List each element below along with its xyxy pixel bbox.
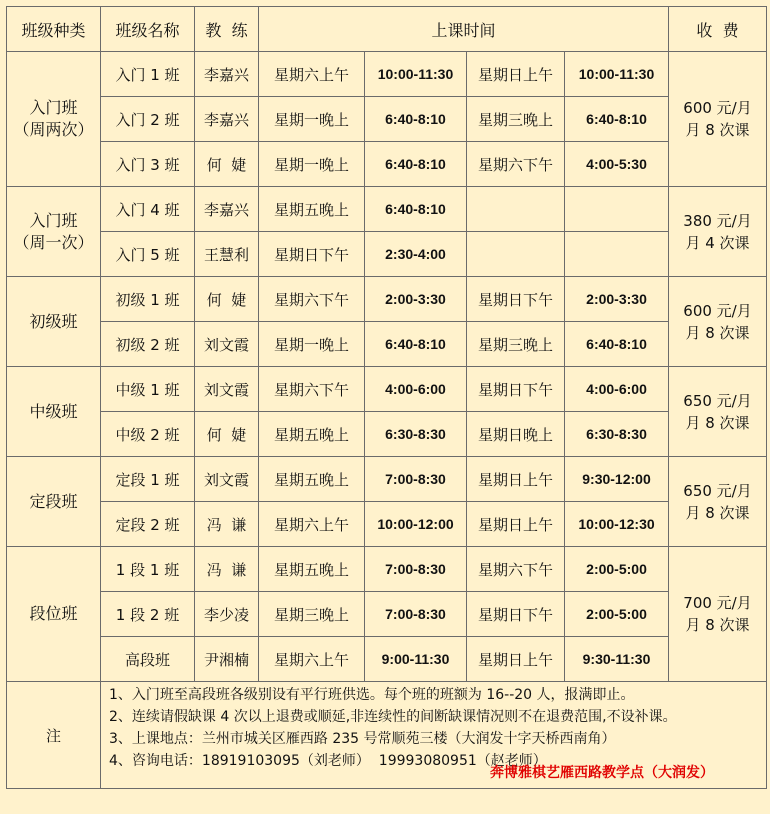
day-cell: 星期一晚上: [259, 322, 365, 367]
time-cell: 10:00-11:30: [365, 52, 467, 97]
fee-line: 月 8 次课: [685, 323, 750, 342]
day-cell: 星期六上午: [259, 52, 365, 97]
table-row: [7, 232, 767, 277]
fee-line: 月 8 次课: [685, 503, 750, 522]
table-row: [7, 142, 767, 187]
class-name-cell: 高段班: [101, 637, 195, 682]
coach-cell: 李嘉兴: [195, 97, 259, 142]
day-cell: 星期日下午: [467, 592, 565, 637]
schedule-table: [6, 6, 767, 789]
day-cell: 星期五晚上: [259, 412, 365, 457]
class-name-cell: 1 段 2 班: [101, 592, 195, 637]
fee-line: 月 4 次课: [685, 233, 750, 252]
class-name-cell: 入门 2 班: [101, 97, 195, 142]
day-cell: 星期三晚上: [467, 322, 565, 367]
time-cell: 2:30-4:00: [365, 232, 467, 277]
time-cell: 6:30-8:30: [565, 412, 669, 457]
time-cell: 6:40-8:10: [365, 322, 467, 367]
table-row: [7, 97, 767, 142]
table-row: [7, 637, 767, 682]
day-cell: 星期日下午: [259, 232, 365, 277]
note-line: 3、上课地点：兰州市城关区雁西路 235 号常顺苑三楼（大润发十字天桥西南角）: [109, 731, 616, 747]
table-row: [7, 367, 767, 412]
class-name-cell: 入门 1 班: [101, 52, 195, 97]
class-name-cell: 定段 1 班: [101, 457, 195, 502]
day-cell: 星期日上午: [467, 457, 565, 502]
fee-line: 600 元/月: [683, 99, 752, 117]
day-cell: 星期六下午: [467, 547, 565, 592]
time-cell: 6:40-8:10: [365, 97, 467, 142]
day-cell: 星期一晚上: [259, 142, 365, 187]
table-row: [7, 322, 767, 367]
coach-cell: 李嘉兴: [195, 52, 259, 97]
header-time: 上课时间: [259, 7, 669, 52]
time-cell: 6:40-8:10: [365, 142, 467, 187]
time-cell: 6:30-8:30: [365, 412, 467, 457]
note-line: 2、连续请假缺课 4 次以上退费或顺延,非连续性的间断缺课情况则不在退费范围,不设补课。: [109, 709, 677, 725]
class-name-cell: 中级 1 班: [101, 367, 195, 412]
coach-cell: 何 婕: [195, 277, 259, 322]
time-cell: 2:00-5:00: [565, 547, 669, 592]
time-cell: 7:00-8:30: [365, 592, 467, 637]
time-cell: 9:30-12:00: [565, 457, 669, 502]
time-cell: 4:00-6:00: [365, 367, 467, 412]
note-line: 4、咨询电话：18919103095（刘老师） 19993080951（赵老师）: [109, 753, 547, 769]
day-cell: 星期一晚上: [259, 97, 365, 142]
signature-text: 奔博雅棋艺雁西路教学点（大润发）: [490, 765, 715, 781]
fee-cell: [669, 277, 767, 367]
fee-line: 600 元/月: [683, 301, 752, 320]
fee-line: 650 元/月: [683, 391, 752, 410]
fee-line: 700 元/月: [683, 594, 752, 612]
time-cell: 4:00-5:30: [565, 142, 669, 187]
category-line: 段位班: [29, 604, 78, 623]
time-cell: 7:00-8:30: [365, 547, 467, 592]
table-row: [7, 547, 767, 592]
time-cell: 4:00-6:00: [565, 367, 669, 412]
day-cell: 星期日晚上: [467, 412, 565, 457]
fee-line: 650 元/月: [683, 481, 752, 500]
category-line: 入门班: [29, 98, 78, 117]
time-cell: 6:40-8:10: [565, 97, 669, 142]
coach-cell: 何 婕: [195, 412, 259, 457]
fee-cell: [669, 547, 767, 682]
class-name-cell: 中级 2 班: [101, 412, 195, 457]
fee-line: 月 8 次课: [685, 413, 750, 432]
header-class-name: 班级名称: [101, 7, 195, 52]
fee-cell: [669, 457, 767, 547]
day-cell: 星期六下午: [259, 367, 365, 412]
header-category: 班级种类: [7, 7, 101, 52]
table-row: [7, 592, 767, 637]
fee-line: 月 8 次课: [685, 121, 750, 139]
category-line: 中级班: [29, 401, 78, 421]
fee-cell: [669, 367, 767, 457]
day-cell: 星期日下午: [467, 277, 565, 322]
header-row: [7, 7, 767, 52]
day-cell: 星期日上午: [467, 637, 565, 682]
category-line: （周两次）: [13, 120, 94, 139]
time-cell: 6:40-8:10: [565, 322, 669, 367]
category-line: 入门班: [29, 210, 78, 230]
day-cell: [467, 232, 565, 277]
fee-cell: [669, 52, 767, 187]
class-name-cell: 1 段 1 班: [101, 547, 195, 592]
table-row: [7, 52, 767, 97]
header-fee: 收 费: [669, 7, 767, 52]
class-name-cell: 定段 2 班: [101, 502, 195, 547]
fee-line: 月 8 次课: [685, 616, 750, 634]
day-cell: 星期三晚上: [467, 97, 565, 142]
table-row: [7, 502, 767, 547]
class-name-cell: 入门 4 班: [101, 187, 195, 232]
time-cell: [565, 232, 669, 277]
notes-row: [7, 682, 767, 789]
day-cell: 星期六上午: [259, 637, 365, 682]
time-cell: 2:00-3:30: [365, 277, 467, 322]
coach-cell: 尹湘楠: [195, 637, 259, 682]
class-category: [7, 52, 101, 187]
day-cell: 星期日下午: [467, 367, 565, 412]
note-line: 1、入门班至高段班各级别设有平行班供选。每个班的班额为 16--20 人，报满即止。: [109, 687, 635, 703]
time-cell: 7:00-8:30: [365, 457, 467, 502]
time-cell: 9:00-11:30: [365, 637, 467, 682]
day-cell: 星期三晚上: [259, 592, 365, 637]
class-name-cell: 入门 3 班: [101, 142, 195, 187]
notes-content: [101, 682, 767, 789]
time-cell: 10:00-12:00: [365, 502, 467, 547]
notes-label: 注: [7, 682, 101, 789]
class-category: [7, 547, 101, 682]
day-cell: 星期五晚上: [259, 457, 365, 502]
class-name-cell: 初级 2 班: [101, 322, 195, 367]
coach-cell: 刘文霞: [195, 457, 259, 502]
day-cell: 星期六上午: [259, 502, 365, 547]
day-cell: 星期五晚上: [259, 547, 365, 592]
day-cell: [467, 187, 565, 232]
coach-cell: 何 婕: [195, 142, 259, 187]
class-category: [7, 457, 101, 547]
time-cell: 9:30-11:30: [565, 637, 669, 682]
coach-cell: 冯 谦: [195, 502, 259, 547]
time-cell: 2:00-3:30: [565, 277, 669, 322]
table-row: [7, 277, 767, 322]
coach-cell: 李少凌: [195, 592, 259, 637]
day-cell: 星期五晚上: [259, 187, 365, 232]
header-coach: 教 练: [195, 7, 259, 52]
time-cell: [565, 187, 669, 232]
class-name-cell: 入门 5 班: [101, 232, 195, 277]
coach-cell: 冯 谦: [195, 547, 259, 592]
time-cell: 6:40-8:10: [365, 187, 467, 232]
fee-line: 380 元/月: [683, 211, 752, 230]
table-row: [7, 187, 767, 232]
class-category: [7, 367, 101, 457]
coach-cell: 李嘉兴: [195, 187, 259, 232]
category-line: 定段班: [29, 491, 78, 511]
day-cell: 星期六下午: [259, 277, 365, 322]
time-cell: 2:00-5:00: [565, 592, 669, 637]
coach-cell: 王慧利: [195, 232, 259, 277]
time-cell: 10:00-12:30: [565, 502, 669, 547]
class-name-cell: 初级 1 班: [101, 277, 195, 322]
coach-cell: 刘文霞: [195, 322, 259, 367]
table-row: [7, 457, 767, 502]
day-cell: 星期日上午: [467, 52, 565, 97]
fee-cell: [669, 187, 767, 277]
class-category: [7, 187, 101, 277]
time-cell: 10:00-11:30: [565, 52, 669, 97]
day-cell: 星期日上午: [467, 502, 565, 547]
day-cell: 星期六下午: [467, 142, 565, 187]
category-line: （周一次）: [13, 232, 94, 252]
coach-cell: 刘文霞: [195, 367, 259, 412]
class-category: [7, 277, 101, 367]
category-line: 初级班: [29, 311, 78, 331]
table-row: [7, 412, 767, 457]
